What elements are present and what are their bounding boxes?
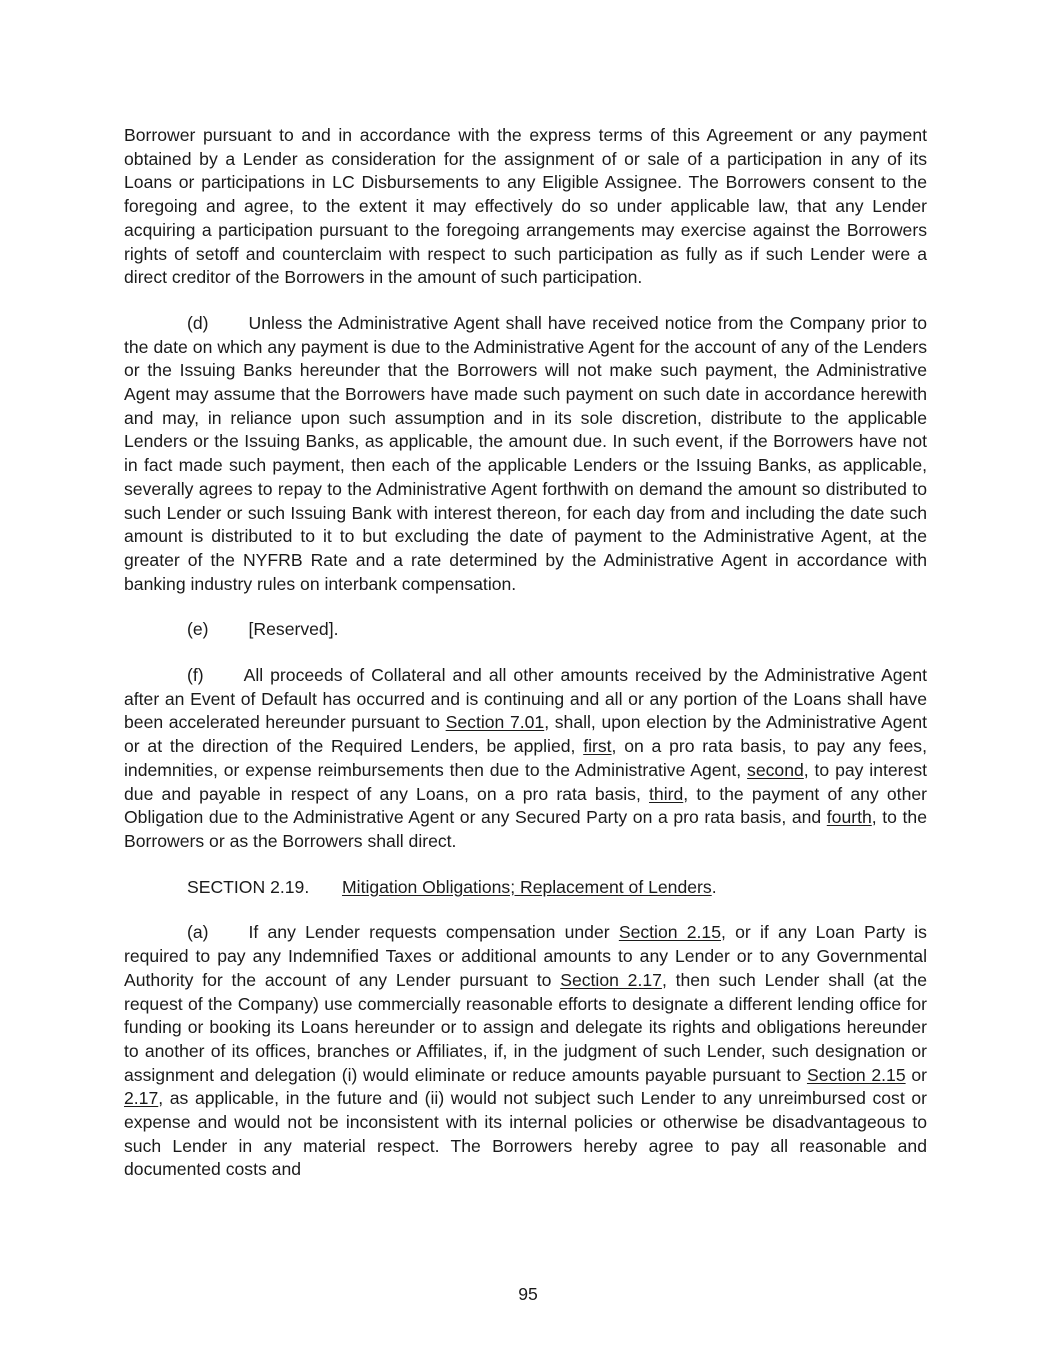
priority-word: second	[747, 759, 804, 780]
priority-word: fourth	[826, 807, 872, 828]
section-reference: Section 2.15	[618, 922, 721, 943]
paragraph-label: (e)	[187, 619, 209, 640]
paragraph-e	[124, 618, 927, 642]
section-heading: SECTION 2.19. Mitigation Obligations; Replacement of Lenders.	[124, 876, 927, 900]
paragraph-d	[124, 312, 927, 596]
paragraph-label: (d)	[187, 312, 209, 333]
paragraph-label: (a)	[187, 922, 209, 943]
document-page	[124, 124, 927, 1204]
paragraph-text: Borrower pursuant to and in accordance with the express terms of this Agreement or any payment obtained by a Lender as consideration for the assignment of or sale of a participation in any of its Loans or participations in LC Disbursements to any Eligible Assignee. The Borrowers consent to the foregoing and agree, to the extent it may effectively do so under applicable law, that any Lender acquiring a participation pursuant to the foregoing arrangements may exercise against the Borrowers rights of setoff and counterclaim with respect to such participation as fully as if such Lender were a direct creditor of the Borrowers in the amount of such participation.	[124, 125, 927, 288]
section-number: SECTION 2.19.	[187, 876, 310, 897]
page-number: 95	[518, 1284, 538, 1304]
section-reference: Section 2.15	[806, 1064, 906, 1085]
section-reference: 2.17	[124, 1088, 159, 1109]
section-title: Mitigation Obligations; Replacement of Lenders	[342, 876, 712, 897]
priority-word: third	[649, 783, 684, 804]
paragraph-c-continuation	[124, 124, 927, 290]
paragraph-text: [Reserved].	[248, 619, 339, 640]
paragraph-a: (a) If any Lender requests compensation under Section 2.15, or if any Loan Party is required to pay any Indemnified Taxes or additional amounts to any Lender or to any Governmental Authority for the account of any Lender pursuant to Section 2.17, then such Lender shall (at the request of the Company) use commercially reasonable efforts to designate a different lending office for funding or booking its Loans hereunder or to assign and delegate its rights and obligations hereunder to another of its offices, branches or Affiliates, if, in the judgment of such Lender, such designation or assignment and delegation (i) would eliminate or reduce amounts payable pursuant to Section 2.15 or 2.17, as applicable, in the future and (ii) would not subject such Lender to any unreimbursed cost or expense and would not be inconsistent with its internal policies or otherwise be disadvantageous to such Lender in any material respect. The Borrowers hereby agree to pay all reasonable and documented costs and	[124, 922, 927, 1180]
paragraph-f: (f) All proceeds of Collateral and all other amounts received by the Administrative Agent after an Event of Default has occurred and is continuing and all or any portion of the Loans shall have been accelerated hereunder pursuant to Section 7.01, shall, upon election by the Administrative Agent or at the direction of the Required Lenders, be applied, first, on a pro rata basis, to pay any fees, indemnities, or expense reimbursements then due to the Administrative Agent, second, to pay interest due and payable in respect of any Loans, on a pro rata basis, third, to the payment of any other Obligation due to the Administrative Agent or any Secured Party on a pro rata basis, and fourth, to the Borrowers or as the Borrowers shall direct.	[124, 665, 928, 851]
paragraph-label: (f)	[187, 665, 204, 686]
section-reference: Section 7.01	[445, 712, 545, 733]
priority-word: first	[583, 736, 612, 757]
section-reference: Section 2.17	[560, 969, 662, 990]
paragraph-text: Unless the Administrative Agent shall have received notice from the Company prior to the date on which any payment is due to the Administrative Agent for the account of any of the Lenders or the Issuing Banks hereunder that the Borrowers will not make such payment, the Administrative Agent may assume that the Borrowers have made such payment on such date in accordance herewith and may, in reliance upon such assumption and in its sole discretion, distribute to the applicable Lenders or the Issuing Banks, as applicable, the amount due. In such event, if the Borrowers have not in fact made such payment, then each of the applicable Lenders or the Issuing Banks, as applicable, severally agrees to repay to the Administrative Agent forthwith on demand the amount so distributed to such Lender or such Issuing Bank with interest thereon, for each day from and including the date such amount is distributed to it to but excluding the date of payment to the Administrative Agent, at the greater of the NYFRB Rate and a rate determined by the Administrative Agent in accordance with banking industry rules on interbank compensation.	[124, 312, 927, 594]
